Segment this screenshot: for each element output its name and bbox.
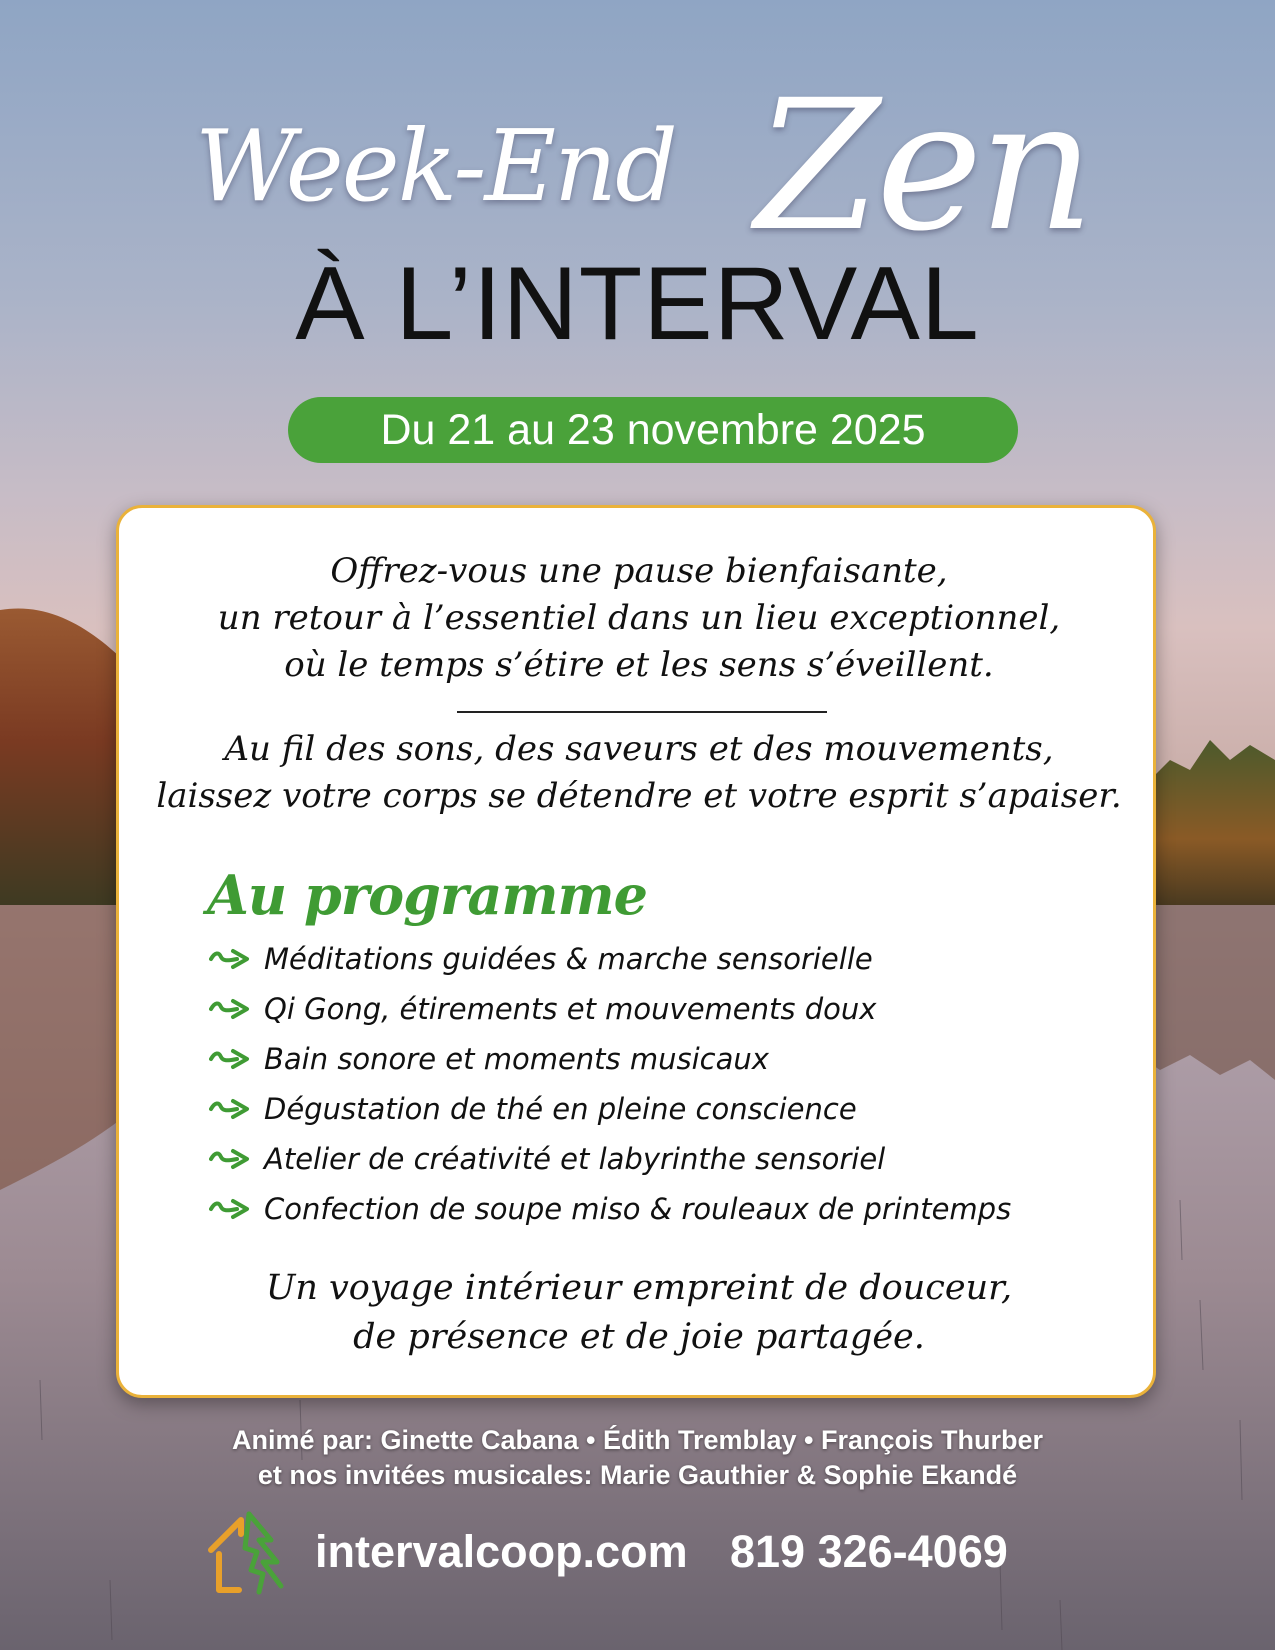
intro2-line: laissez votre corps se détendre et votre esprit s’apaiser. bbox=[156, 776, 1122, 816]
list-item-label: Dégustation de thé en pleine conscience bbox=[264, 1092, 857, 1126]
arrow-icon bbox=[209, 1047, 253, 1071]
list-item bbox=[209, 1084, 1011, 1134]
list-item bbox=[209, 1184, 1011, 1234]
intro-line: un retour à l’essentiel dans un lieu exceptionnel, bbox=[217, 598, 1061, 638]
divider bbox=[457, 711, 827, 713]
list-item bbox=[209, 1034, 1011, 1084]
date-badge: Du 21 au 23 novembre 2025 bbox=[288, 397, 1018, 463]
list-item-label: Méditations guidées & marche sensorielle bbox=[264, 942, 873, 976]
phone-number[interactable]: 819 326-4069 bbox=[730, 1526, 1008, 1577]
arrow-icon bbox=[209, 1097, 253, 1121]
list-item bbox=[209, 984, 1011, 1034]
closing-text bbox=[119, 1264, 1159, 1362]
program-list bbox=[209, 934, 1011, 1234]
website-link[interactable]: intervalcoop.com bbox=[315, 1526, 688, 1577]
list-item-label: Confection de soupe miso & rouleaux de printemps bbox=[264, 1192, 1012, 1226]
arrow-icon bbox=[209, 1147, 253, 1171]
closing-line: Un voyage intérieur empreint de douceur, bbox=[265, 1268, 1013, 1308]
arrow-icon bbox=[209, 997, 253, 1021]
list-item bbox=[209, 934, 1011, 984]
title-zen: Zen bbox=[755, 62, 1091, 271]
closing-line: de présence et de joie partagée. bbox=[353, 1317, 925, 1357]
info-card bbox=[116, 505, 1156, 1398]
title-weekend: Week-End bbox=[195, 110, 676, 224]
intro-line: Offrez-vous une pause bienfaisante, bbox=[330, 551, 948, 591]
page-title: À L’INTERVAL bbox=[295, 246, 980, 362]
arrow-icon bbox=[209, 1197, 253, 1221]
intro-line: où le temps s’étire et les sens s’éveillent. bbox=[284, 645, 994, 685]
list-item-label: Bain sonore et moments musicaux bbox=[264, 1042, 769, 1076]
list-item bbox=[209, 1134, 1011, 1184]
house-tree-logo-icon bbox=[205, 1508, 285, 1598]
intro2-text bbox=[119, 726, 1159, 820]
list-item-label: Qi Gong, étirements et mouvements doux bbox=[264, 992, 877, 1026]
list-item-label: Atelier de créativité et labyrinthe sensoriel bbox=[264, 1142, 886, 1176]
credits-line-1: Animé par: Ginette Cabana • Édith Tremblay • François Thurber bbox=[231, 1425, 1044, 1455]
intro-text bbox=[119, 548, 1159, 689]
program-title: Au programme bbox=[207, 863, 648, 927]
credits-line-2: et nos invitées musicales: Marie Gauthier & Sophie Ekandé bbox=[257, 1460, 1018, 1490]
arrow-icon bbox=[209, 947, 253, 971]
credits bbox=[0, 1423, 1275, 1493]
intro2-line: Au fil des sons, des saveurs et des mouvements, bbox=[224, 729, 1054, 769]
